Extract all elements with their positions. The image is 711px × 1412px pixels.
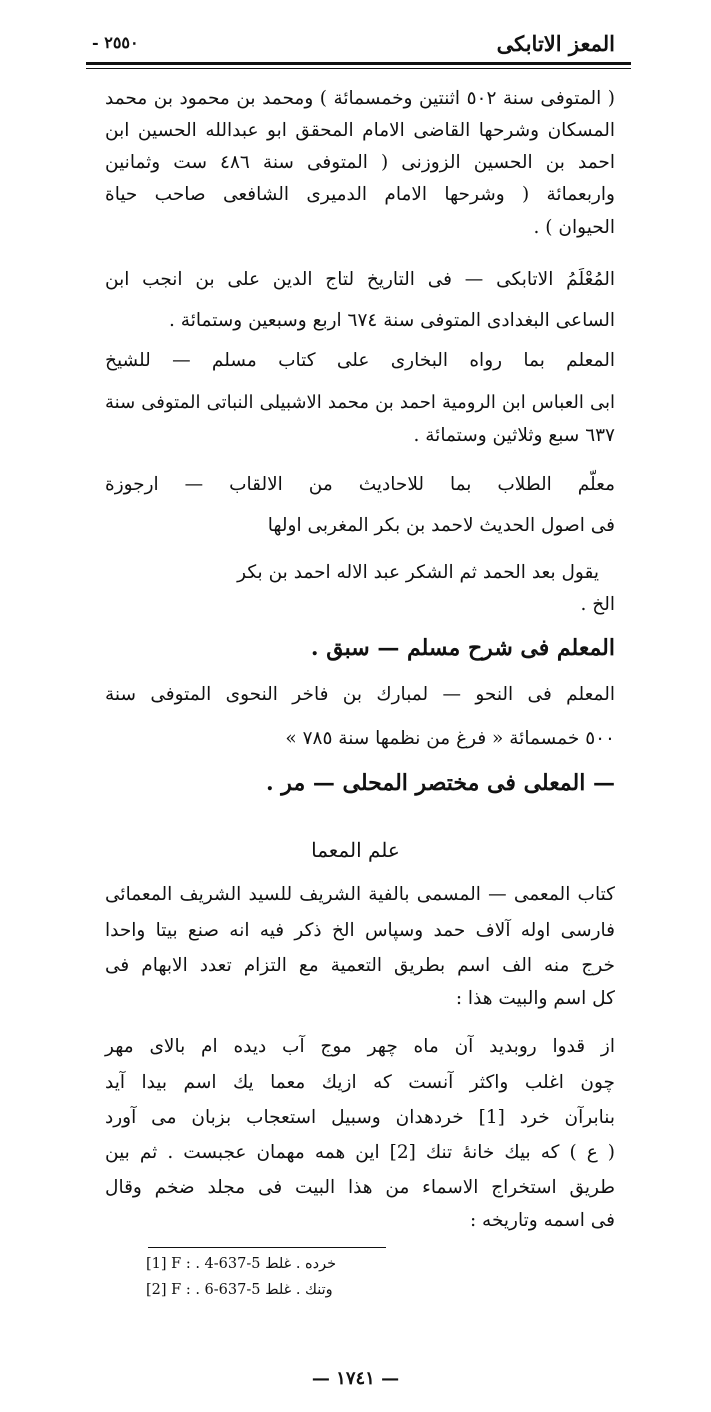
body-line: فى اسمه وتاريخه : [469, 1210, 615, 1231]
footnote: [2] F : . 6-637-5 وتنك . غلط [146, 1282, 333, 1298]
body-line: طريق استخراج الاسماء من هذا البيت فى مجلد ضخم وقال [105, 1177, 615, 1198]
entry-heading-line: المعلم بما رواه البخارى على كتاب مسلم — للشيخ [105, 350, 615, 371]
section-title: علم المعما [311, 838, 400, 862]
body-line: ابى العباس ابن الرومية احمد بن محمد الاشبيلى النباتى المتوفى سنة [105, 392, 615, 413]
entry-heading-line: المُعْلَمُ الاتابكى — فى التاريخ لتاج الدين على بن انجب ابن [105, 269, 615, 290]
footnote: [1] F : . 4-637-5 خرده . غلط [146, 1256, 337, 1272]
body-line: فارسى اوله آلاف حمد وسپاس الخ ذكر فيه انه صنع بيتا واحدا [105, 920, 615, 941]
body-line: ( ع ) كه بيك خانۀ تنك [2] اين همه مهمان عجبست . ثم بين [105, 1142, 615, 1163]
entry-heading: المعلم فى شرح مسلم — سبق . [310, 635, 615, 661]
verse-line: يقول بعد الحمد ثم الشكر عبد الاله احمد بن بكر [237, 562, 599, 583]
body-line: كل اسم والبيت هذا : [455, 988, 615, 1009]
running-title: المعز الاتابكى [496, 31, 615, 56]
body-line: الحيوان ) . [533, 217, 615, 238]
entry-heading-line: المعلم فى النحو — لمبارك بن فاخر النحوى المتوفى سنة [105, 684, 615, 705]
body-line: كتاب المعمى — المسمى بالفية الشريف للسيد الشريف المعمائى [105, 884, 615, 905]
header-rule-thick [86, 62, 631, 65]
verse-line: از قدوا روبديد آن ماه چهر موج آب ديده ام بالاى مهر [105, 1036, 615, 1057]
body-line: چون اغلب واكثر آنست كه ازيك معما يك اسم بيدا آيد [105, 1072, 615, 1093]
entry-heading-line: معلّم الطلاب بما للاحاديث من الالقاب — ارجوزة [105, 474, 615, 495]
footnote-rule [148, 1247, 386, 1248]
entry-heading: — المعلى فى مختصر المحلى — مر . [265, 770, 615, 796]
page-number: — ١٧٤١ — [311, 1368, 400, 1389]
header-number: - ٢٥٥٠ [92, 33, 139, 52]
body-line: الخ . [580, 594, 615, 615]
body-line: واربعمائة ( وشرحها الامام الدميرى الشافعى صاحب حياة [105, 184, 615, 205]
body-line: الساعى البغدادى المتوفى سنة ٦٧٤ اربع وسبعين وستمائة . [169, 310, 615, 331]
body-line: فى اصول الحديث لاحمد بن بكر المغربى اولها [267, 515, 615, 536]
body-line: بنابرآن خرد [1] خردهدان وسبيل استعجاب بزبان مى آورد [105, 1107, 616, 1128]
body-line: ٦٣٧ سبع وثلاثين وستمائة . [413, 425, 615, 446]
header-rule-thin [86, 68, 631, 69]
body-line: المسكان وشرحها القاضى الامام المحقق ابو عبدالله الحسين ابن [105, 120, 615, 141]
body-line: خرج منه الف اسم بطريق التعمية مع التزام تعدد الابهام فى [105, 955, 615, 976]
body-line: ٥٠٠ خمسمائة « فرغ من نظمها سنة ٧٨٥ » [285, 728, 615, 749]
body-line: ( المتوفى سنة ٥٠٢ اثنتين وخمسمائة ) ومحمد بن محمود بن محمد [105, 88, 615, 109]
body-line: احمد بن الحسين الزوزنى ( المتوفى سنة ٤٨٦ ست وثمانين [105, 152, 615, 173]
